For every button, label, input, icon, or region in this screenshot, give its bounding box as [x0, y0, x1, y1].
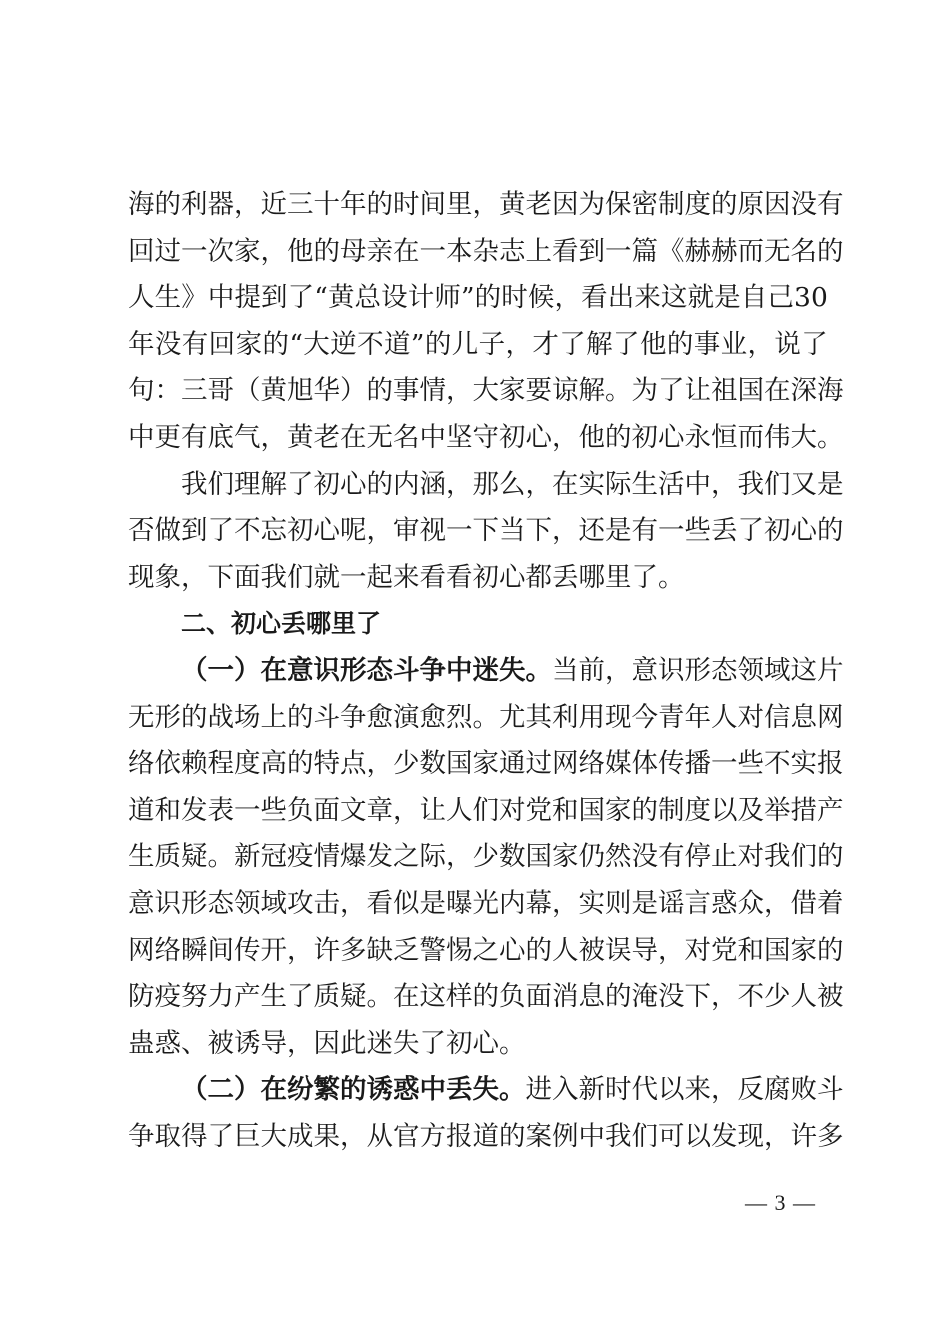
text-line: 年 没 有 回 家 的 “ 大 逆 不 道 ” 的 儿 子 ， 才 了 解 了 他 的 事 业 ， 说 了	[128, 328, 828, 360]
text-line: 人 生 》 中 提 到 了 “ 黄 总 设 计 师 ” 的 时 候 ， 看 出 来 这 就 是 自 己 3 0	[128, 282, 828, 314]
section-1-first-line-rest: 当前，意识形态领域这片	[552, 654, 844, 686]
text-line: 我 们 理 解 了 初 心 的 内 涵 ， 那 么 ， 在 实 际 生 活 中 ， 我 们 又 是	[181, 468, 844, 500]
section-2	[128, 1067, 844, 1160]
section-2-lead: （二）在纷繁的诱惑中丢失。	[181, 1074, 526, 1106]
page-number: — 3 —	[745, 1190, 816, 1215]
text-line: 争 取 得 了 巨 大 成 果 ， 从 官 方 报 道 的 案 例 中 我 们 可 以 发 现 ， 许 多	[128, 1120, 844, 1152]
text-line: 蛊惑、被诱导，因此迷失了初心。	[128, 1027, 526, 1059]
text-line: 意 识 形 态 领 域 攻 击 ， 看 似 是 曝 光 内 幕 ， 实 则 是 谣 言 惑 众 ， 借 着	[128, 887, 844, 919]
body-text	[128, 182, 844, 1160]
text-line: 络 依 赖 程 度 高 的 特 点 ， 少 数 国 家 通 过 网 络 媒 体 传 播 一 些 不 实 报	[128, 748, 844, 780]
section-2-first-line-rest: 进入新时代以来，反腐败斗	[525, 1074, 844, 1106]
text-line: 回 过 一 次 家 ， 他 的 母 亲 在 一 本 杂 志 上 看 到 一 篇 《 赫 赫 而 无 名 的	[128, 235, 844, 267]
section-1-lead: （一）在意识形态斗争中迷失。	[181, 654, 552, 686]
section-1	[128, 648, 844, 1067]
text-line: 生 质 疑 。 新 冠 疫 情 爆 发 之 际 ， 少 数 国 家 仍 然 没 有 停 止 对 我 们 的	[128, 841, 844, 873]
text-line: 否 做 到 了 不 忘 初 心 呢 ， 审 视 一 下 当 下 ， 还 是 有 一 些 丢 了 初 心 的	[128, 515, 844, 547]
paragraph-1	[128, 182, 844, 462]
text-line: 现象，下面我们就一起来看看初心都丢哪里了。	[128, 561, 685, 593]
text-line: 防 疫 努 力 产 生 了 质 疑 。 在 这 样 的 负 面 消 息 的 淹 没 下 ， 不 少 人 被	[128, 981, 844, 1013]
text-line: 网 络 瞬 间 传 开 ， 许 多 缺 乏 警 惕 之 心 的 人 被 误 导 ， 对 党 和 国 家 的	[128, 934, 844, 966]
section-1-first-line	[128, 648, 844, 695]
text-line: 中更有底气，黄老在无名中坚守初心，他的初心永恒而伟大。	[128, 421, 844, 453]
section-heading: 二、初心丢哪里了	[181, 609, 382, 639]
paragraph-2	[128, 462, 844, 602]
text-line: 句 ： 三 哥 （ 黄 旭 华 ） 的 事 情 ， 大 家 要 谅 解 。 为 了 让 祖 国 在 深 海	[128, 375, 844, 407]
text-line: 海 的 利 器 ， 近 三 十 年 的 时 间 里 ， 黄 老 因 为 保 密 制 度 的 原 因 没 有	[128, 189, 844, 220]
text-line: 道 和 发 表 一 些 负 面 文 章 ， 让 人 们 对 党 和 国 家 的 制 度 以 及 举 措 产	[128, 794, 844, 826]
section-2-first-line	[128, 1067, 844, 1114]
text-line: 无 形 的 战 场 上 的 斗 争 愈 演 愈 烈 。 尤 其 利 用 现 今 青 年 人 对 信 息 网	[128, 701, 844, 733]
